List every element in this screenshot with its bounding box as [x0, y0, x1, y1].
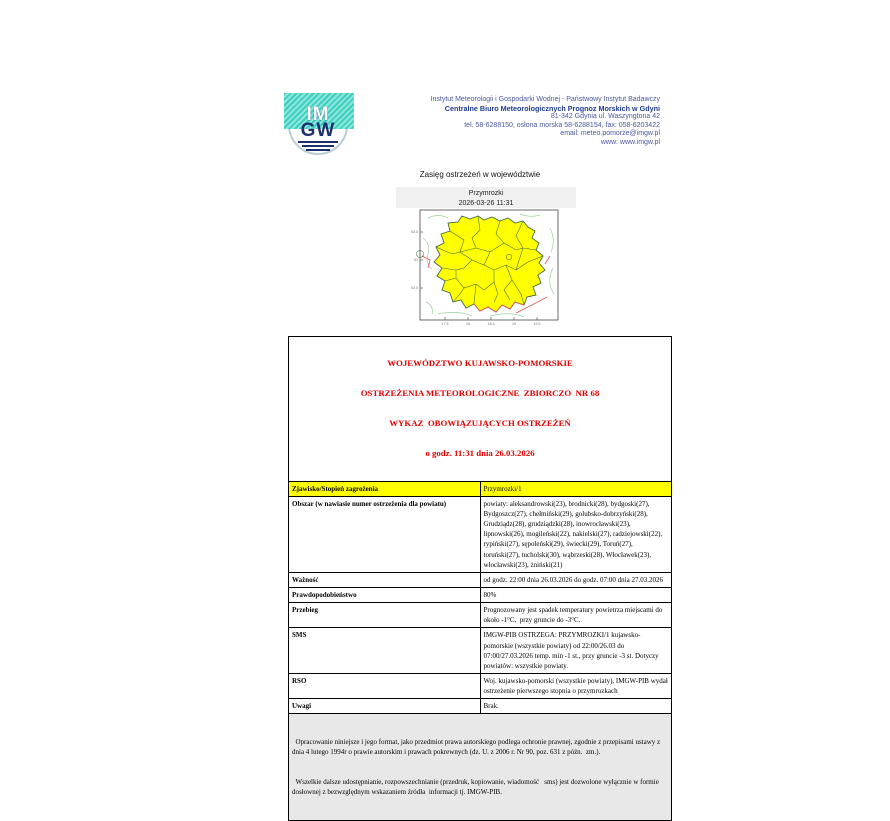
table-footer-row: [289, 714, 672, 820]
row-label-rso: RSO: [289, 674, 481, 699]
map-xtick: 18: [466, 322, 470, 326]
org-line: Instytut Meteorologii i Gospodarki Wodnej - Państwowy Instytut Badawczy: [430, 96, 660, 103]
copyright-paragraph: Wszelkie dalsze udostępnianie, rozpowszechnianie (przedruk, kopiowanie, wiadomość sms) jest dozwolone wyłącznie w formie dosłownej z bezwzględnym wskazaniem źródła informacji tj. IMGW-PIB.: [292, 778, 661, 797]
row-label-remarks: Uwagi: [289, 699, 481, 714]
map-ytick: 53.5: [411, 230, 418, 234]
row-value-area: powiaty: aleksandrowski(23), brodnicki(28), bydgoski(27), Bydgoszcz(27), chełmiński(29), golubsko-dobrzyński(28), Grudziądz(28), grudziądzki(28), inowrocławski(23), lipnowski(26), mogileński(22), nakielski(27), radziejowski(22), rypiński(27), sępoleński(29), świecki(29), Toruń(27), toruński(27), tucholski(30), wąbrzeski(28), Włocławek(23), włocławski(23), żniński(21): [480, 496, 672, 572]
title-line-bulletin-number: OSTRZEŻENIA METEOROLOGICZNE ZBIORCZO NR 68: [360, 388, 600, 399]
row-label-probability: Prawdopodobieństwo: [289, 588, 481, 603]
table-row: [289, 699, 672, 714]
table-row: [289, 496, 672, 572]
map-xtick: 19.5: [533, 322, 541, 326]
org-address: 81-342 Gdynia ul. Waszyngtona 42: [550, 113, 660, 121]
org-email: email: meteo.pomorze@imgw.pl: [560, 130, 660, 138]
row-value-remarks: Brak.: [480, 699, 672, 714]
table-row: [289, 628, 672, 674]
map-xtick: 18.5: [487, 322, 495, 326]
row-label-area: Obszar (w nawiasie numer ostrzeżenia dla powiatu): [289, 496, 481, 572]
section-title: Zasięg ostrzeżeń w województwie: [419, 170, 541, 179]
title-line-voivodeship: WOJEWÓDZTWO KUJAWSKO-POMORSKIE: [387, 358, 573, 369]
letterhead-block: [300, 96, 660, 148]
row-value-course: Prognozowany jest spadek temperatury powietrza miejscami do około -1°C, przy gruncie do -3°C.: [480, 603, 672, 628]
table-row: [289, 674, 672, 699]
table-title-cell: [289, 337, 672, 482]
table-row: [289, 588, 672, 603]
org-www: www: www.imgw.pl: [600, 138, 660, 146]
row-value-sms: IMGW-PIB OSTRZEGA: PRZYMROZKI/1 kujawsko-pomorskie (wszystkie powiaty) od 22:00/26.03 do 07:00/27.03.2026 temp. min -1 st., przy gruncie -3 st. Dotyczy powiatów: wszystkie powiaty.: [480, 628, 672, 674]
table-row: [289, 481, 672, 496]
org-phone: tel. 58-6288150, osłona morska 58-6288154, fax: 058-6203422: [464, 121, 660, 129]
title-line-issue-time: o godz. 11:31 dnia 26.03.2026: [425, 447, 535, 458]
table-title-row: [289, 337, 672, 482]
row-value-rso: Woj. kujawsko-pomorski (wszystkie powiaty), IMGW-PIB wydał ostrzeżenie pierwszego stopnia o przymrozkach: [480, 674, 672, 699]
row-value-probability: 80%: [480, 588, 672, 603]
logo-text-im: IM: [306, 104, 330, 125]
title-line-list: WYKAZ OBOWIĄZUJĄCYCH OSTRZEŻEŃ: [389, 418, 571, 429]
logo-text-gw: GW: [300, 120, 336, 141]
table-row: [289, 572, 672, 587]
map-caption: [396, 187, 576, 208]
row-value-phenomenon: Przymrozki/1: [480, 481, 672, 496]
copyright-notice: [289, 714, 672, 820]
copyright-paragraph: Opracowanie niniejsze i jego format, jako przedmiot prawa autorskiego podlega ochronie prawnej, zgodnie z przepisami ustawy z dnia 4 lutego 1994r o prawie autorskim i prawach pokrewnych (dz. U. z 2006 r. Nr 90, poz. 631 z późn. zm.).: [292, 737, 662, 756]
row-label-course: Przebieg: [289, 603, 481, 628]
voivodeship-map-image: [406, 208, 566, 336]
map-xtick: 17.5: [441, 322, 449, 326]
org-line-bold: Centralne Biuro Meteorologicznych Prognoz Morskich w Gdyni: [444, 103, 660, 113]
warning-map: [406, 208, 566, 336]
table-row: [289, 603, 672, 628]
logo-wave-line: [306, 149, 330, 151]
row-label-sms: SMS: [289, 628, 481, 674]
map-caption-phenomenon: Przymrozki: [468, 190, 504, 197]
map-ytick: 52.5: [411, 286, 418, 290]
row-label-phenomenon: Zjawisko/Stopień zagrożenia: [289, 481, 481, 496]
map-xtick: 19: [512, 322, 516, 326]
map-ytick: 53: [414, 258, 418, 262]
warning-table: [288, 336, 672, 821]
row-label-validity: Ważność: [289, 572, 481, 587]
map-caption-datetime: 2026-03-26 11:31: [458, 199, 514, 207]
row-value-validity: od godz. 22:00 dnia 26.03.2026 do godz. 07:00 dnia 27.03.2026: [480, 572, 672, 587]
